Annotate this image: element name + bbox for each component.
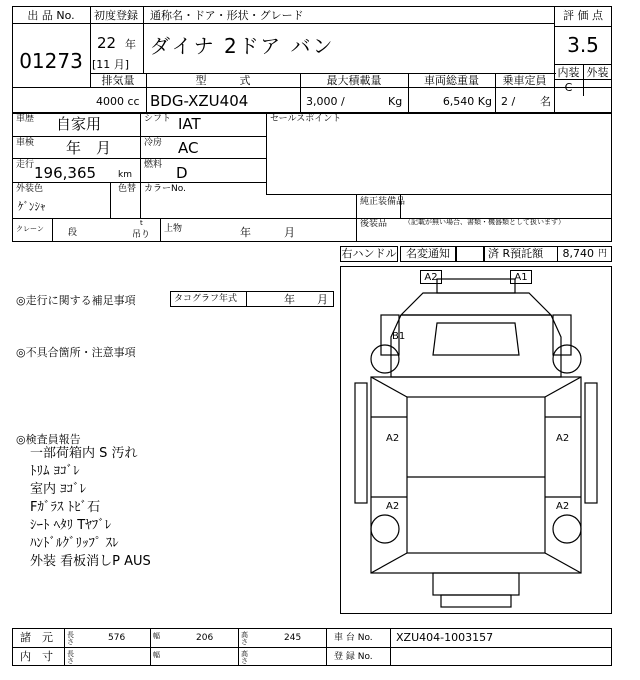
length-label-inner: 長さ	[67, 650, 74, 665]
capacity: 2 /	[501, 95, 516, 108]
inspector-line: 一部荷箱内 S 汚れ	[30, 446, 138, 461]
year-unit: 年	[125, 38, 136, 51]
tacho-date: 年 月	[284, 293, 328, 306]
crane-lift-t: t	[140, 219, 143, 227]
damage-mark: A2	[420, 270, 442, 284]
reg-label: 登 録 No.	[334, 652, 373, 662]
model: BDG-XZU404	[150, 92, 249, 110]
history: 自家用	[56, 115, 102, 133]
width-label: 幅	[153, 632, 160, 640]
sales-point-label: セールスポイント	[270, 114, 342, 124]
inspector-report-label: ◎検査員報告	[16, 433, 81, 446]
damage-mark: B1	[392, 331, 406, 342]
max-load-unit: Kg	[388, 95, 403, 108]
displacement: 4000 cc	[96, 95, 140, 108]
length-label: 長さ	[67, 631, 74, 646]
fuel: D	[176, 164, 188, 182]
damage-mark: A1	[510, 270, 532, 284]
inspector-line: ｼｰﾄ ﾍﾀﾘ Tﾔﾌﾞﾚ	[30, 518, 112, 533]
aircon: AC	[178, 139, 199, 157]
vehicle-diagram-frame	[340, 266, 612, 614]
lot-no: 01273	[19, 49, 83, 73]
fuel-label: 燃料	[144, 160, 163, 170]
mileage-unit: km	[118, 170, 132, 180]
height-value: 245	[284, 633, 302, 643]
gross-weight: 6,540 Kg	[442, 95, 492, 108]
crane-lift: 吊り	[132, 230, 151, 240]
recycle-amount: 8,740	[562, 247, 594, 260]
color-change-label: 色替	[118, 184, 137, 194]
length-value: 576	[108, 633, 126, 643]
model-label: 型 式	[195, 74, 251, 87]
exterior-label: 外装	[586, 66, 609, 79]
outer-dimensions-label: 諸 元	[20, 631, 53, 644]
height-label: 高さ	[241, 631, 248, 646]
inspection: 年 月	[66, 139, 112, 157]
driving-note-label: ◎走行に関する補足事項	[16, 294, 136, 307]
upper-deck-label: 上物	[164, 224, 183, 234]
inner-dimensions-label: 内 寸	[20, 650, 53, 663]
shift: IAT	[178, 115, 201, 133]
chassis-no: XZU404-1003157	[396, 631, 494, 644]
inspection-label: 車検	[16, 138, 35, 148]
capacity-unit: 名	[540, 95, 551, 108]
interior-label: 内装	[557, 66, 580, 79]
damage-mark: A2	[386, 501, 400, 512]
aftermarket-note: （記載が無い場合、書類・機器類として扱います）	[404, 218, 565, 226]
score-label: 評 価 点	[563, 9, 603, 22]
damage-mark: A2	[386, 433, 400, 444]
lot-no-label: 出 品 No.	[27, 9, 75, 22]
shift-label: シフト	[144, 114, 172, 124]
height-label-inner: 高さ	[241, 650, 248, 665]
inspector-line: Fｶﾞﾗｽ ﾄﾋﾞ石	[30, 500, 101, 515]
inspector-line: 外装 看板消しP AUS	[30, 554, 151, 569]
inspector-line: 室内 ﾖｺﾞﾚ	[30, 482, 87, 497]
ext-color-label: 外装色	[16, 184, 44, 194]
recycle-label: 済 R預託額	[488, 247, 544, 260]
mileage: 196,365	[34, 164, 97, 182]
gross-weight-label: 車両総重量	[424, 74, 479, 87]
aftermarket-label: 後装品	[360, 219, 388, 229]
crane-label: クレーン	[16, 225, 44, 233]
yen-unit: 円	[598, 249, 608, 259]
vehicle-name: ダイナ 2ドア バン	[150, 34, 335, 58]
right-hand-badge: 右ハンドル	[341, 247, 397, 260]
max-load: 3,000 /	[306, 95, 345, 108]
first-reg-label: 初度登録	[94, 9, 138, 22]
first-reg-month: [11 月]	[92, 58, 130, 71]
damage-mark: A2	[556, 433, 570, 444]
damage-mark: A2	[556, 501, 570, 512]
mileage-label: 走行	[16, 160, 35, 170]
color-no-label: カラーNo.	[144, 184, 186, 194]
name-change-badge: 名変通知	[400, 246, 456, 262]
upper-deck-date: 年 月	[240, 226, 295, 239]
capacity-label: 乗車定員	[502, 74, 547, 87]
max-load-label: 最大積載量	[326, 74, 382, 87]
std-equipment-label: 純正装備品	[360, 197, 406, 207]
defect-note-label: ◎不具合箇所・注意事項	[16, 346, 136, 359]
width-value: 206	[196, 633, 214, 643]
first-reg-year: 22	[97, 34, 117, 52]
crane-stage: 段	[68, 228, 78, 238]
score: 3.5	[567, 33, 599, 57]
inspector-line: ﾄﾘﾑ ﾖｺﾞﾚ	[30, 464, 80, 479]
history-label: 車歴	[16, 114, 35, 124]
vehicle-name-label: 通称名・ドア・形状・グレード	[150, 9, 304, 22]
inspector-line: ﾊﾝﾄﾞﾙｸﾞﾘｯﾌﾟ ｽﾚ	[30, 536, 119, 551]
chassis-label: 車 台 No.	[334, 633, 373, 643]
tacho-label: タコグラフ年式	[174, 294, 238, 304]
truck-diagram	[341, 267, 611, 613]
ext-color: ｹﾞﾝｼｬ	[18, 200, 46, 213]
displacement-label: 排気量	[101, 74, 135, 87]
name-change-box	[456, 246, 484, 262]
width-label-inner: 幅	[153, 651, 160, 659]
interior-grade: C	[564, 81, 573, 94]
aircon-label: 冷房	[144, 138, 163, 148]
